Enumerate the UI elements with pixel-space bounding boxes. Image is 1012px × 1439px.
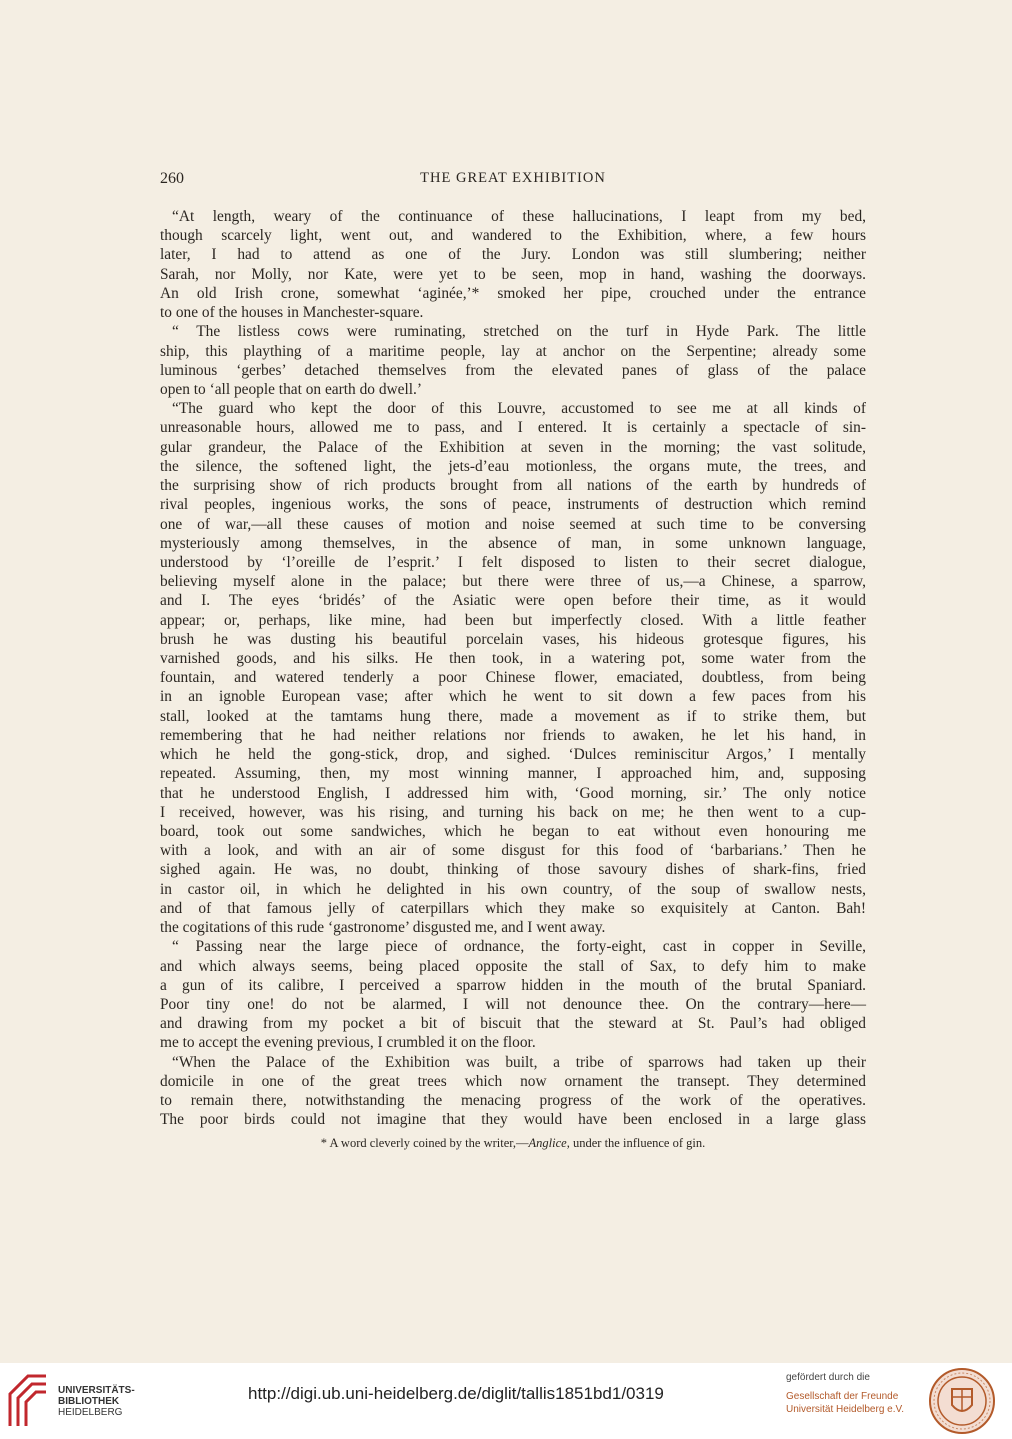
- text-line: varnished goods, and his silks. He then took, in a watering pot, some water from the: [160, 650, 866, 668]
- running-title: THE GREAT EXHIBITION: [420, 170, 606, 186]
- library-name-line1: UNIVERSITÄTS-: [58, 1385, 135, 1396]
- university-library-logo-icon[interactable]: [8, 1374, 48, 1428]
- text-line: fountain, and watered tenderly a poor Chinese flower, emaciated, doubtless, from being: [160, 669, 866, 687]
- sponsor-name-line1: Gesellschaft der Freunde: [786, 1391, 899, 1402]
- text-line: believing myself alone in the palace; but there were three of us,—a Chinese, a sparrow,: [160, 573, 866, 591]
- text-line: a gun of its calibre, I perceived a sparrow hidden in the mouth of the brutal Spaniard.: [160, 976, 866, 994]
- text-line: ship, this plaything of a maritime people, lay at anchor on the Serpentine; already some: [160, 342, 866, 360]
- text-line: appear; or, perhaps, like mine, had been but imperfectly closed. With a little feather: [160, 611, 866, 629]
- text-line: repeated. Assuming, then, my most winning manner, I approached him, and, supposing: [160, 765, 866, 783]
- text-line: stall, looked at the tamtams hung there, made a movement as if to strike them, but: [160, 707, 866, 725]
- text-line: in castor oil, in which he delighted in his own country, of the soup of swallow nests,: [160, 880, 866, 898]
- text-line: unreasonable hours, allowed me to pass, and I entered. It is certainly a spectacle of sin-: [160, 419, 866, 437]
- footnote-text: * A word cleverly coined by the writer,—: [320, 1136, 529, 1150]
- text-line: luminous ‘gerbes’ detached themselves from the elevated panes of glass of the palace: [160, 361, 866, 379]
- text-line: open to ‘all people that on earth do dwell.’: [160, 380, 422, 398]
- text-line: “ Passing near the large piece of ordnance, the forty-eight, cast in copper in Seville,: [172, 938, 866, 956]
- text-line: to remain there, notwithstanding the menacing progress of the work of the operatives.: [160, 1092, 866, 1110]
- text-line: I received, however, was his rising, and turning his back on me; he then went to a cup-: [160, 803, 866, 821]
- text-line: remembering that he had neither relations nor friends to awaken, he let his hand, in: [160, 726, 866, 744]
- permalink-url[interactable]: http://digi.ub.uni-heidelberg.de/diglit/tallis1851bd1/0319: [248, 1384, 664, 1403]
- text-line: “The guard who kept the door of this Louvre, accustomed to see me at all kinds of: [172, 400, 866, 418]
- footnote: [160, 1136, 866, 1151]
- text-line: An old Irish crone, somewhat ‘aginée,’* smoked her pipe, crouched under the entrance: [160, 284, 866, 302]
- text-line: and I. The eyes ‘bridés’ of the Asiatic were open before their time, as it would: [160, 592, 866, 610]
- text-line: and drawing from my pocket a bit of biscuit that the steward at St. Paul’s had obliged: [160, 1015, 866, 1033]
- text-line: to one of the houses in Manchester-square.: [160, 304, 424, 322]
- text-line: “At length, weary of the continuance of these hallucinations, I leapt from my bed,: [172, 208, 866, 225]
- text-line: and of that famous jelly of caterpillars which they make so exquisitely at Canton. Bah!: [160, 899, 866, 917]
- footnote-italic: Anglice: [528, 1136, 567, 1150]
- page-header: [160, 170, 866, 192]
- text-line: understood by ‘l’oreille de l’esprit.’ I felt disposed to listen to their secret dialogue,: [160, 553, 866, 571]
- text-line: Sarah, nor Molly, nor Kate, were yet to be seen, mop in hand, washing the doorways.: [160, 265, 866, 283]
- text-line: board, took out some sandwiches, which he began to eat without even honouring me: [160, 823, 866, 840]
- text-line: sighed again. He was, no doubt, thinking of those savoury dishes of shark-fins, fried: [160, 861, 866, 879]
- text-line: the cogitations of this rude ‘gastronome’ disgusted me, and I went away.: [160, 919, 606, 937]
- body-text: [160, 207, 866, 1130]
- footnote-text-end: , under the influence of gin.: [566, 1136, 706, 1150]
- text-line: “ The listless cows were ruminating, stretched on the turf in Hyde Park. The little: [172, 323, 866, 341]
- text-line: with a look, and with an air of some disgust for this food of ‘barbarians.’ Then he: [160, 842, 866, 860]
- library-name-line2: BIBLIOTHEK: [58, 1396, 120, 1407]
- text-line: gular grandeur, the Palace of the Exhibition at seven in the morning; the vast solitude,: [160, 438, 866, 456]
- library-name-line3: HEIDELBERG: [58, 1407, 123, 1418]
- text-line: mysteriously among themselves, in the absence of man, in some unknown language,: [160, 534, 866, 552]
- text-line: in an ignoble European vase; after which he went to sit down a few paces from his: [160, 688, 866, 706]
- sponsor-credit: [786, 1371, 904, 1416]
- text-line: and which always seems, being placed opposite the stall of Sax, to defy him to make: [160, 957, 866, 975]
- text-line: one of war,—all these causes of motion and noise seemed at such time to be conversing: [160, 515, 866, 533]
- page-number: 260: [160, 170, 184, 187]
- text-line: me to accept the evening previous, I crumbled it on the floor.: [160, 1034, 536, 1052]
- text-line: domicile in one of the great trees which now ornament the transept. They determined: [160, 1072, 866, 1090]
- university-seal-icon[interactable]: [928, 1367, 996, 1435]
- sponsor-intro: gefördert durch die: [786, 1372, 870, 1383]
- text-line: which he held the gong-stick, drop, and sighed. ‘Dulces reminiscitur Argos,’ I mentally: [160, 746, 866, 764]
- library-name: [58, 1385, 135, 1418]
- text-line: rival peoples, ingenious works, the sons of peace, instruments of destruction which remind: [160, 496, 866, 514]
- text-line: the surprising show of rich products brought from all nations of the earth by hundreds of: [160, 477, 866, 495]
- text-line: “When the Palace of the Exhibition was built, a tribe of sparrows had taken up their: [172, 1053, 866, 1071]
- text-line: brush he was dusting his beautiful porcelain vases, his hideous grotesque figures, his: [160, 630, 866, 648]
- text-line: later, I had to attend as one of the Jury. London was still slumbering; neither: [160, 246, 866, 264]
- sponsor-name-line2: Universität Heidelberg e.V.: [786, 1404, 905, 1415]
- text-line: The poor birds could not imagine that they would have been enclosed in a large glass: [160, 1111, 866, 1129]
- text-line: the silence, the softened light, the jets-d’eau motionless, the organs mute, the trees, and: [160, 457, 866, 475]
- text-line: though scarcely light, went out, and wandered to the Exhibition, where, a few hours: [160, 227, 866, 245]
- text-line: that he understood English, I addressed him with, ‘Good morning, sir.’ The only notice: [160, 784, 866, 802]
- text-line: Poor tiny one! do not be alarmed, I will not denounce thee. On the contrary—here—: [160, 995, 866, 1013]
